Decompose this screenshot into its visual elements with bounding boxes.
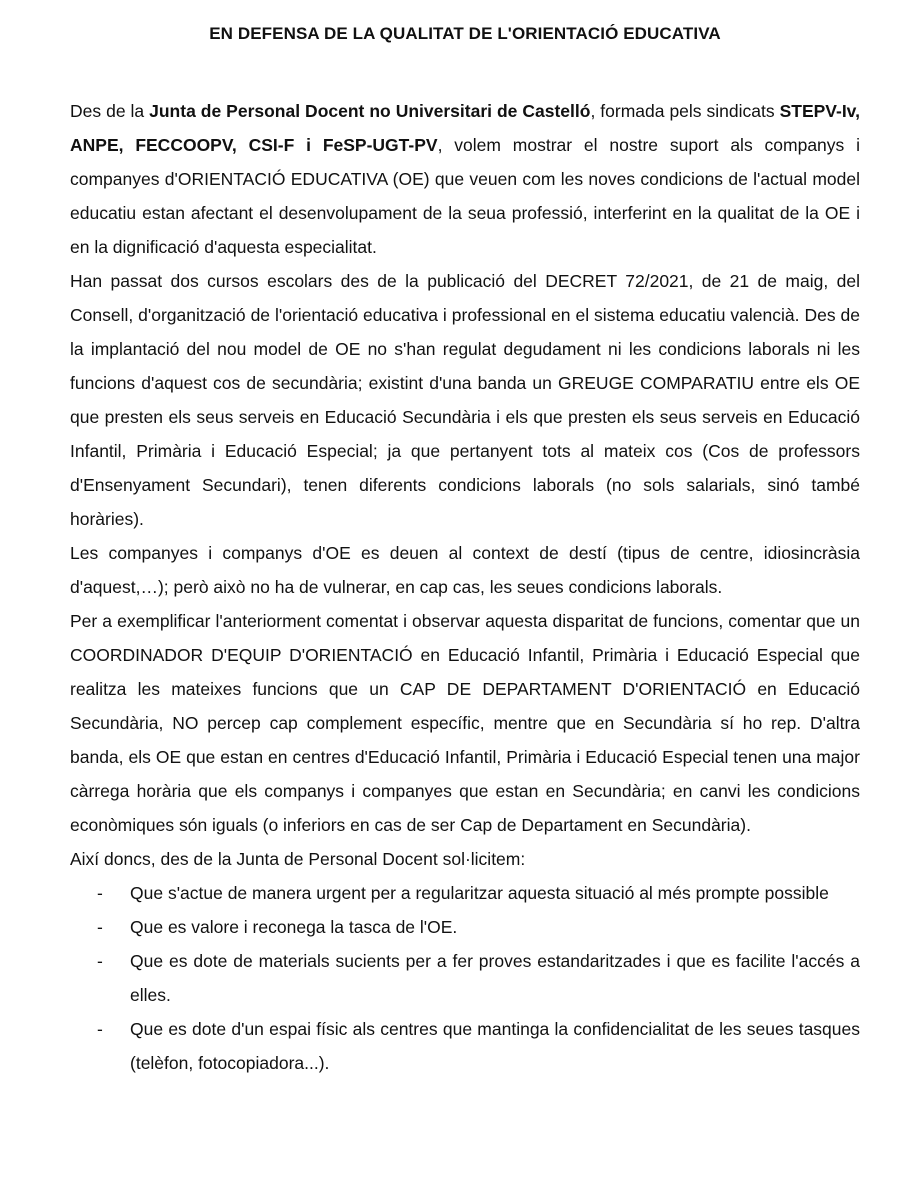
document-page <box>70 22 860 1080</box>
unions-list: STEPV-Iv, ANPE, FECCOOPV, CSI-F i FeSP-UGT-PV <box>70 101 860 155</box>
intro-text-2: , formada pels sindicats <box>590 101 780 121</box>
dash-marker: - <box>97 917 103 937</box>
request-text: Que es dote d'un espai físic als centres que mantinga la confidencialitat de les seues tasques (telèfon, fotocopiadora...). <box>130 1019 860 1073</box>
request-text: Que s'actue de manera urgent per a regularitzar aquesta situació al més prompte possible <box>130 883 829 903</box>
example-paragraph: Per a exemplificar l'anteriorment comentat i observar aquesta disparitat de funcions, comentar que un COORDINADOR D'EQUIP D'ORIENTACIÓ en Educació Infantil, Primària i Educació Especial que realitza les mateixes funcions que un CAP DE DEPARTAMENT D'ORIENTACIÓ en Educació Secundària, NO percep cap complement específic, mentre que en Secundària sí ho rep. D'altra banda, els OE que estan en centres d'Educació Infantil, Primària i Educació Especial tenen una major càrrega horària que els companys i companyes que estan en Secundària; en canvi les condicions econòmiques són iguals (o inferiors en cas de ser Cap de Departament en Secundària). <box>70 611 860 835</box>
dash-marker: - <box>97 1019 103 1039</box>
document-title: EN DEFENSA DE LA QUALITAT DE L'ORIENTACIÓ EDUCATIVA <box>209 24 721 43</box>
list-item <box>70 910 860 944</box>
list-item <box>70 944 860 1012</box>
decree-paragraph: Han passat dos cursos escolars des de la publicació del DECRET 72/2021, de 21 de maig, del Consell, d'organització de l'orientació educativa i professional en el sistema educatiu valencià. Des de la implantació del nou model de OE no s'han regulat degudament ni les condicions laborals ni les funcions d'aquest cos de secundària; existint d'una banda un GREUGE COMPARATIU entre els OE que presten els seus serveis en Educació Secundària i els que presten els seus serveis en Educació Infantil, Primària i Educació Especial; ja que pertanyent tots al mateix cos (Cos de professors d'Ensenyament Secundari), tenen diferents condicions laborals (no sols salarials, sinó també horàries). <box>70 271 860 529</box>
list-item <box>70 1012 860 1080</box>
request-intro: Així doncs, des de la Junta de Personal Docent sol·licitem: <box>70 849 526 869</box>
dash-marker: - <box>97 951 103 971</box>
intro-text-3: , volem mostrar el nostre suport als companys i companyes d'ORIENTACIÓ EDUCATIVA (OE) que veuen com les noves condicions de l'actual model educatiu estan afectant el desenvolupament de la seua professió, interferint en la qualitat de la OE i en la dignificació d'aquesta especialitat. <box>70 135 861 257</box>
requests-list <box>70 876 860 1080</box>
list-item <box>70 876 860 910</box>
context-paragraph: Les companyes i companys d'OE es deuen al context de destí (tipus de centre, idiosincràsia d'aquest,…); però això no ha de vulnerar, en cap cas, les seues condicions laborals. <box>70 543 860 597</box>
request-text: Que es dote de materials sucients per a fer proves estandaritzades i que es facilite l'accés a elles. <box>130 951 860 1005</box>
junta-name: Junta de Personal Docent no Universitari de Castelló <box>149 101 591 121</box>
request-text: Que es valore i reconega la tasca de l'OE. <box>130 917 458 937</box>
dash-marker: - <box>97 883 103 903</box>
intro-paragraph <box>70 94 860 264</box>
intro-text-1: Des de la <box>70 101 150 121</box>
